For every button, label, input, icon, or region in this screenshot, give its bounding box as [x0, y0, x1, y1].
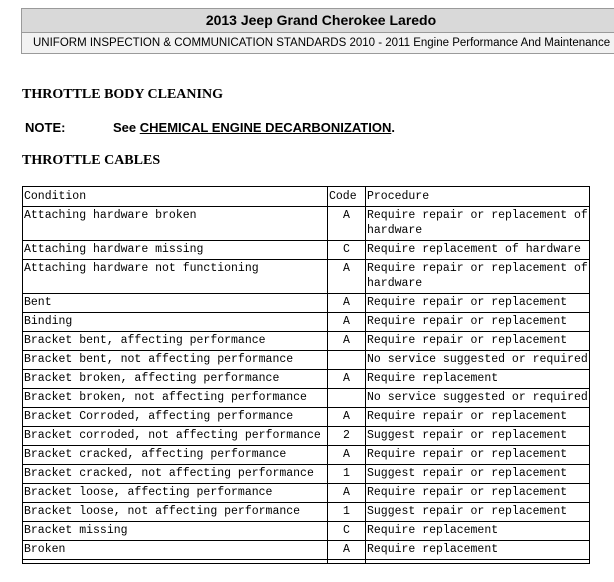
cell-condition: Bracket corroded, not affecting performance	[23, 427, 328, 446]
throttle-cables-table	[22, 186, 590, 564]
cell-code: 2	[328, 427, 366, 446]
note	[25, 120, 395, 135]
table-row	[23, 408, 590, 427]
header-procedure: Procedure	[366, 187, 590, 207]
cell-code: A	[328, 446, 366, 465]
cell-code: A	[328, 313, 366, 332]
cell-condition: Broken	[23, 541, 328, 560]
cell-code: A	[328, 294, 366, 313]
cell-procedure: Require repair or replacement	[366, 484, 590, 503]
table-row	[23, 207, 590, 241]
cell-procedure: Require replacement	[366, 370, 590, 389]
cell-procedure: No service suggested or required	[366, 351, 590, 370]
table-row	[23, 503, 590, 522]
cell-procedure: Suggest repair or replacement	[366, 465, 590, 484]
cell-procedure	[366, 560, 590, 564]
cell-condition: Bracket broken, affecting performance	[23, 370, 328, 389]
cell-procedure: Suggest repair or replacement	[366, 503, 590, 522]
cell-condition: Bracket Corroded, affecting performance	[23, 408, 328, 427]
cell-condition: Binding	[23, 313, 328, 332]
cell-condition: Attaching hardware broken	[23, 207, 328, 241]
cell-code: A	[328, 484, 366, 503]
section-heading-throttle-body: THROTTLE BODY CLEANING	[22, 87, 223, 102]
cell-condition: Bracket cracked, affecting performance	[23, 446, 328, 465]
document-header	[21, 8, 614, 54]
cell-procedure: Require repair or replacement	[366, 294, 590, 313]
table-row	[23, 389, 590, 408]
section-heading-throttle-cables: THROTTLE CABLES	[22, 153, 161, 168]
table-header-row	[23, 187, 590, 207]
table-row	[23, 484, 590, 503]
note-link[interactable]: CHEMICAL ENGINE DECARBONIZATION	[139, 120, 392, 135]
cell-procedure: Require replacement	[366, 522, 590, 541]
cell-procedure: Require repair or replacement	[366, 313, 590, 332]
cell-procedure: Require repair or replacement	[366, 408, 590, 427]
document-title: 2013 Jeep Grand Cherokee Laredo	[22, 9, 614, 33]
cell-condition: Bracket bent, affecting performance	[23, 332, 328, 351]
cell-code: A	[328, 408, 366, 427]
cell-procedure: Require replacement of hardware	[366, 241, 590, 260]
header-code: Code	[328, 187, 366, 207]
cell-code: C	[328, 522, 366, 541]
note-suffix: .	[391, 120, 395, 135]
note-prefix: See	[113, 120, 140, 135]
cell-code: 1	[328, 465, 366, 484]
table-row	[23, 294, 590, 313]
cell-code	[328, 389, 366, 408]
table-row	[23, 446, 590, 465]
table-row	[23, 241, 590, 260]
table-row	[23, 332, 590, 351]
cell-procedure: Require repair or replacement of hardware	[366, 260, 590, 294]
table-row	[23, 427, 590, 446]
cell-procedure: Suggest repair or replacement	[366, 427, 590, 446]
cell-code: A	[328, 370, 366, 389]
cell-code: 1	[328, 503, 366, 522]
cell-condition: Bracket broken, not affecting performance	[23, 389, 328, 408]
note-label: NOTE:	[25, 120, 66, 135]
table-row	[23, 522, 590, 541]
cell-code	[328, 560, 366, 564]
cell-code: A	[328, 541, 366, 560]
table-row	[23, 541, 590, 560]
table-row	[23, 351, 590, 370]
table-row	[23, 370, 590, 389]
table-row	[23, 465, 590, 484]
cell-procedure: Require repair or replacement	[366, 446, 590, 465]
cell-condition: Bracket loose, not affecting performance	[23, 503, 328, 522]
cell-condition: Bent	[23, 294, 328, 313]
cell-condition: Attaching hardware missing	[23, 241, 328, 260]
cell-condition: Bracket loose, affecting performance	[23, 484, 328, 503]
cell-code: A	[328, 332, 366, 351]
cell-code: A	[328, 260, 366, 294]
cell-condition	[23, 560, 328, 564]
cell-condition: Bracket bent, not affecting performance	[23, 351, 328, 370]
cell-code	[328, 351, 366, 370]
table-row	[23, 260, 590, 294]
cell-procedure: Require replacement	[366, 541, 590, 560]
cell-condition: Attaching hardware not functioning	[23, 260, 328, 294]
cell-procedure: Require repair or replacement of hardware	[366, 207, 590, 241]
table-row	[23, 560, 590, 564]
header-condition: Condition	[23, 187, 328, 207]
cell-code: C	[328, 241, 366, 260]
document-subtitle: UNIFORM INSPECTION & COMMUNICATION STANDARDS 2010 - 2011 Engine Performance And Maintenance	[22, 33, 614, 53]
table-row	[23, 313, 590, 332]
cell-condition: Bracket cracked, not affecting performance	[23, 465, 328, 484]
cell-condition: Bracket missing	[23, 522, 328, 541]
cell-code: A	[328, 207, 366, 241]
cell-procedure: No service suggested or required	[366, 389, 590, 408]
cell-procedure: Require repair or replacement	[366, 332, 590, 351]
